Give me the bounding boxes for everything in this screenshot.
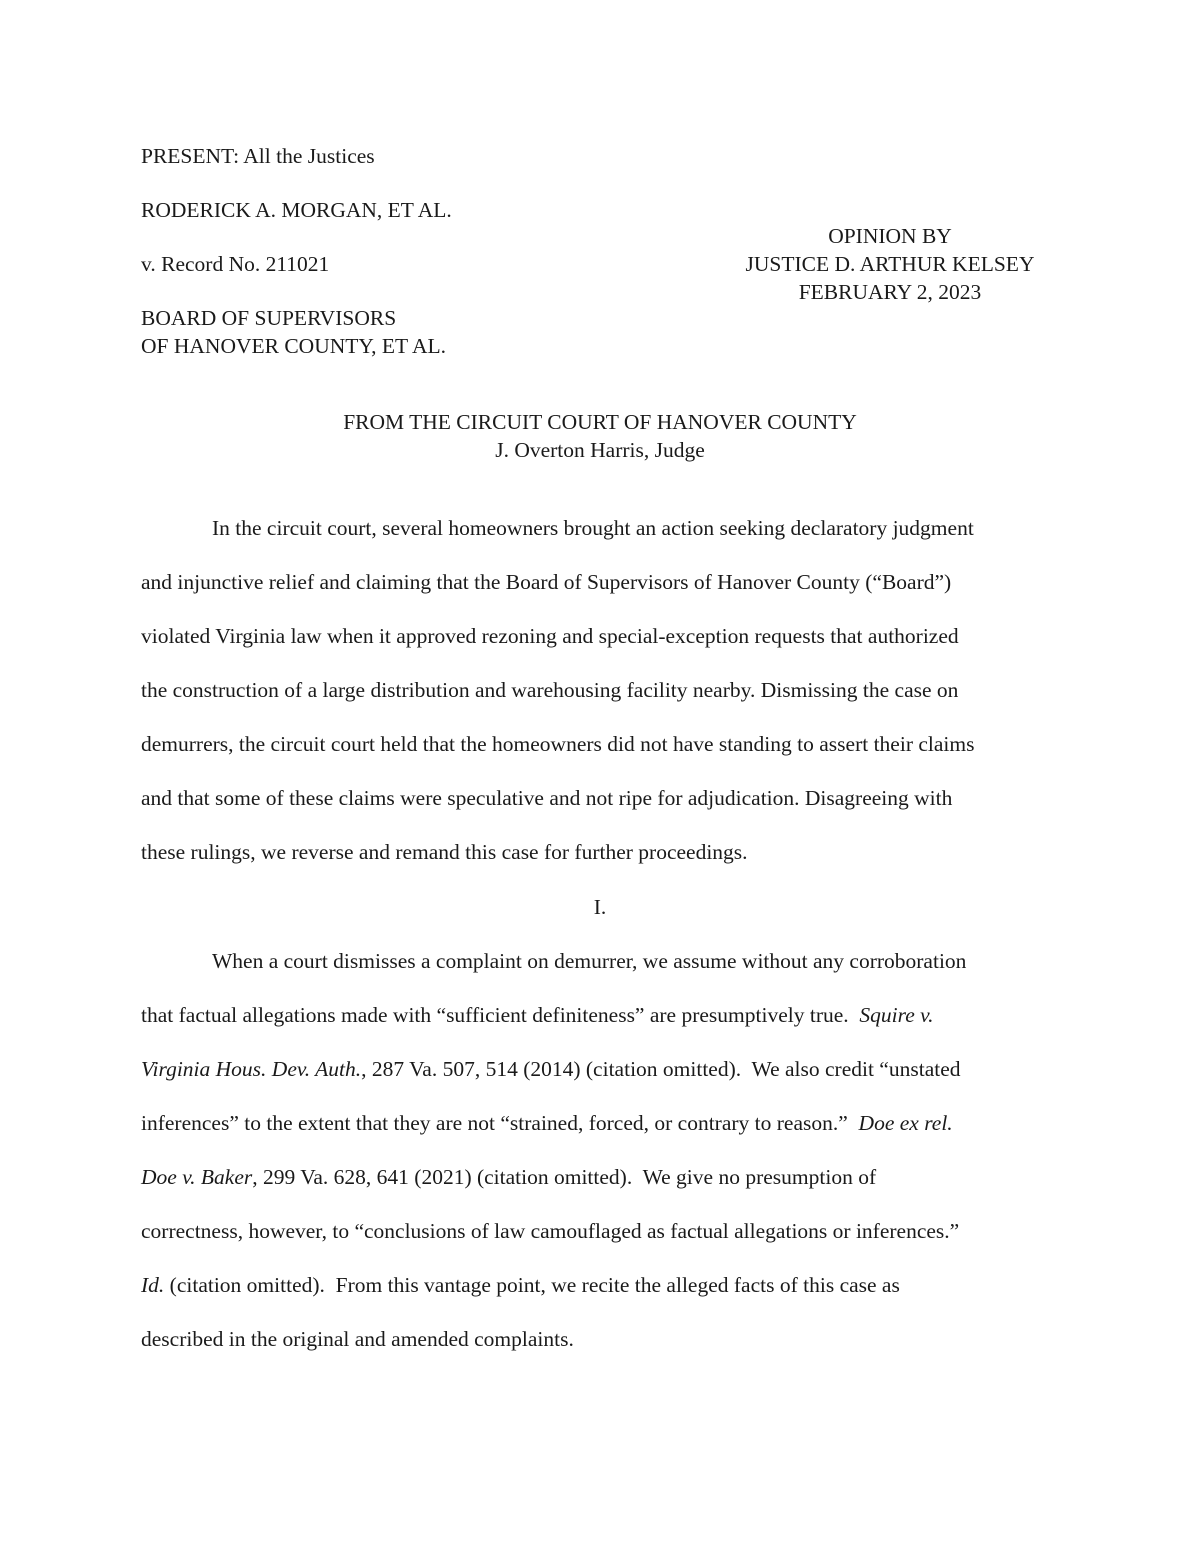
opinion-date: FEBRUARY 2, 2023 — [798, 280, 982, 304]
para2-line-6: correctness, however, to “conclusions of law camouflaged as factual allegations or inferences.” — [141, 1219, 960, 1243]
opinion-by-label: OPINION BY — [828, 224, 952, 248]
opinion-author-block — [730, 222, 1050, 306]
para2-line-8: described in the original and amended complaints. — [141, 1327, 574, 1351]
para1-line-5: demurrers, the circuit court held that the homeowners did not have standing to assert their claims — [141, 732, 975, 756]
para2-line-5-text: , 299 Va. 628, 641 (2021) (citation omitted). We give no presumption of — [252, 1165, 877, 1189]
citation-id: Id. — [141, 1273, 165, 1297]
citation-squire-cont: Virginia Hous. Dev. Auth. — [141, 1057, 362, 1081]
para2-line-4 — [141, 1109, 953, 1137]
citation-doe-cont: Doe v. Baker — [141, 1165, 253, 1189]
para1-line-6: and that some of these claims were speculative and not ripe for adjudication. Disagreeing with — [141, 786, 953, 810]
para2-line-4-text: inferences” to the extent that they are not “strained, forced, or contrary to reason.” — [141, 1111, 859, 1135]
court-from: FROM THE CIRCUIT COURT OF HANOVER COUNTY — [343, 410, 857, 434]
para2-line-3-text: , 287 Va. 507, 514 (2014) (citation omitted). We also credit “unstated — [361, 1057, 961, 1081]
para2-line-1: When a court dismisses a complaint on demurrer, we assume without any corroboration — [212, 949, 967, 973]
para2-line-7-text: (citation omitted). From this vantage point, we recite the alleged facts of this case as — [164, 1273, 900, 1297]
para1-line-1: In the circuit court, several homeowners brought an action seeking declaratory judgment — [212, 516, 974, 540]
para1-line-3: violated Virginia law when it approved rezoning and special-exception requests that authorized — [141, 624, 959, 648]
appellee-line-1: BOARD OF SUPERVISORS — [141, 306, 397, 330]
appellee-line-2: OF HANOVER COUNTY, ET AL. — [141, 334, 446, 358]
para1-line-2: and injunctive relief and claiming that the Board of Supervisors of Hanover County (“Board”) — [141, 570, 952, 594]
present-line: PRESENT: All the Justices — [141, 144, 375, 168]
court-judge: J. Overton Harris, Judge — [495, 438, 705, 462]
para2-line-7 — [141, 1271, 900, 1299]
appellant-name: RODERICK A. MORGAN, ET AL. — [141, 198, 452, 222]
para2-line-2 — [141, 1001, 933, 1029]
section-heading: I. — [593, 895, 607, 919]
para2-line-5 — [141, 1163, 876, 1191]
record-number: v. Record No. 211021 — [141, 252, 330, 276]
citation-doe: Doe ex rel. — [858, 1111, 953, 1135]
para2-line-3 — [141, 1055, 961, 1083]
para1-line-7: these rulings, we reverse and remand this case for further proceedings. — [141, 840, 748, 864]
citation-squire: Squire v. — [859, 1003, 934, 1027]
para2-line-2-text: that factual allegations made with “sufficient definiteness” are presumptively true. — [141, 1003, 860, 1027]
justice-name: JUSTICE D. ARTHUR KELSEY — [745, 252, 1035, 276]
para1-line-4: the construction of a large distribution and warehousing facility nearby. Dismissing the case on — [141, 678, 959, 702]
court-heading — [0, 408, 1200, 464]
